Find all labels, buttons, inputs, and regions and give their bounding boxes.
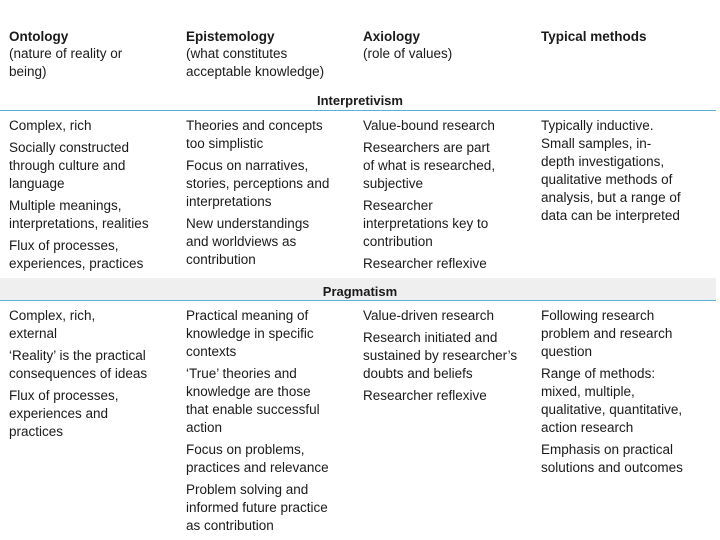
cell-text: Typically inductive. Small samples, in- depth investigations, qualitative methods of analysis, but a range of data can be interpreted xyxy=(541,118,681,223)
cell-text: Researcher interpretations key to contribution xyxy=(363,198,489,249)
header-subtitle: (nature of reality or being) xyxy=(9,46,123,79)
table-header xyxy=(0,28,720,88)
header-title: Axiology xyxy=(363,29,421,44)
cell-text: Researcher reflexive xyxy=(363,388,487,403)
cell-text: Theories and concepts too simplistic xyxy=(186,118,323,151)
cell-interpretivism-axiology xyxy=(363,117,533,277)
section-label-pragmatism: Pragmatism xyxy=(322,284,398,299)
cell-text: Complex, rich xyxy=(9,118,92,133)
cell-interpretivism-methods xyxy=(541,117,715,229)
cell-text: Problem solving and informed future practice as contribution xyxy=(186,482,328,533)
cell-text: Socially constructed through culture and language xyxy=(9,140,130,191)
header-subtitle: (role of values) xyxy=(363,46,453,61)
cell-text: Focus on narratives, stories, perceptions and interpretations xyxy=(186,158,330,209)
cell-text: Research initiated and sustained by researcher’s doubts and beliefs xyxy=(363,330,518,381)
cell-pragmatism-ontology xyxy=(9,307,177,445)
cell-text: ‘True’ theories and knowledge are those that enable successful action xyxy=(186,366,320,435)
section-rule xyxy=(0,110,716,111)
cell-text: Flux of processes, experiences, practices xyxy=(9,238,144,271)
header-epistemology xyxy=(186,28,356,81)
section-rule xyxy=(0,300,716,301)
section-label-interpretivism: Interpretivism xyxy=(317,93,403,108)
cell-pragmatism-epistemology xyxy=(186,307,356,539)
cell-text: Researchers are part of what is researched, subjective xyxy=(363,140,496,191)
cell-interpretivism-ontology xyxy=(9,117,177,277)
cell-text: Practical meaning of knowledge in specific contexts xyxy=(186,308,314,359)
cell-interpretivism-epistemology xyxy=(186,117,356,273)
cell-text: Following research problem and research question xyxy=(541,308,673,359)
cell-text: Multiple meanings, interpretations, realities xyxy=(9,198,149,231)
cell-text: Complex, rich, external xyxy=(9,308,96,341)
header-title: Typical methods xyxy=(541,29,647,44)
header-ontology xyxy=(9,28,177,81)
cell-text: ‘Reality’ is the practical consequences of ideas xyxy=(9,348,148,381)
cell-text: New understandings and worldviews as contribution xyxy=(186,216,310,267)
cell-text: Range of methods: mixed, multiple, qualitative, quantitative, action research xyxy=(541,366,683,435)
cell-text: Flux of processes, experiences and practices xyxy=(9,388,119,439)
header-title: Epistemology xyxy=(186,29,275,44)
cell-text: Researcher reflexive xyxy=(363,256,487,271)
cell-pragmatism-axiology xyxy=(363,307,533,409)
header-title: Ontology xyxy=(9,29,69,44)
header-subtitle: (what constitutes acceptable knowledge) xyxy=(186,46,325,79)
cell-text: Value-bound research xyxy=(363,118,495,133)
header-axiology xyxy=(363,28,533,63)
cell-text: Emphasis on practical solutions and outcomes xyxy=(541,442,683,475)
cell-pragmatism-methods xyxy=(541,307,715,481)
cell-text: Focus on problems, practices and relevance xyxy=(186,442,329,475)
header-typical-methods xyxy=(541,28,715,45)
cell-text: Value-driven research xyxy=(363,308,495,323)
